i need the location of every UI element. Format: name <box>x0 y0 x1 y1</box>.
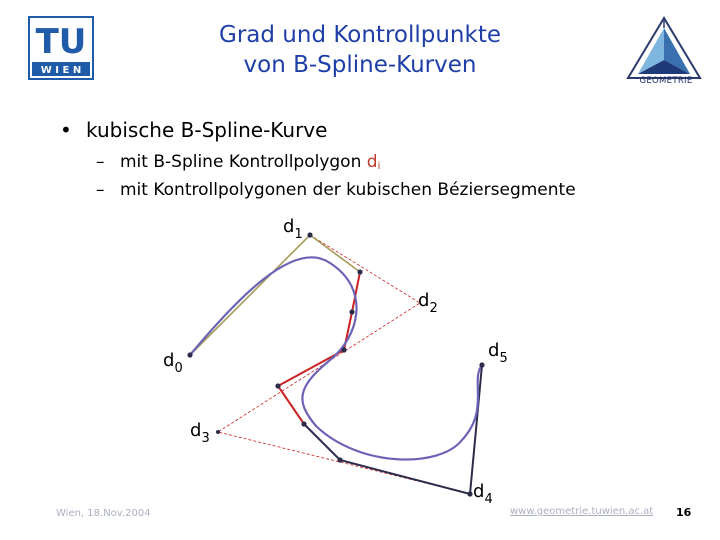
label-d2: $d_2$ <box>418 290 438 316</box>
bezier-point <box>301 421 306 426</box>
sub-item-1-text: mit B-Spline Kontrollpolygon <box>120 152 367 172</box>
control-point-d5 <box>479 362 484 367</box>
bullet-dot-icon: • <box>60 118 72 142</box>
control-point-d4 <box>467 491 472 496</box>
bezier-polygon-dark <box>304 365 482 494</box>
page-number: 16 <box>676 506 692 519</box>
bezier-polygon-red-1 <box>278 272 360 424</box>
bezier-point <box>357 269 362 274</box>
dash-icon: – <box>96 180 105 200</box>
footer-date: Wien, 18.Nov.2004 <box>56 508 151 519</box>
wien-logo-text: W I E N <box>40 65 82 76</box>
label-d4: $d_4$ <box>473 481 493 507</box>
geometrie-logo-text: GEOMETRIE <box>639 76 693 86</box>
control-point-d1 <box>307 232 312 237</box>
bezier-point <box>275 383 280 388</box>
title-line-2: von B-Spline-Kurven <box>243 52 477 78</box>
tu-logo-text: TU <box>35 22 87 62</box>
label-d3: $d_3$ <box>190 420 210 446</box>
title-line-1: Grad und Kontrollpunkte <box>219 22 501 48</box>
bezier-point <box>337 457 342 462</box>
bullet-text: kubische B-Spline-Kurve <box>86 118 328 142</box>
label-d0: $d_0$ <box>163 350 183 376</box>
bezier-point <box>341 347 346 352</box>
label-d1: $d_1$ <box>283 216 303 242</box>
bezier-point <box>349 309 354 314</box>
dash-icon: – <box>96 152 105 172</box>
bezier-polygon-olive <box>190 235 360 355</box>
control-point-d3 <box>216 430 220 434</box>
label-d5: $d_5$ <box>488 340 508 366</box>
sub-item-2-text: mit Kontrollpolygonen der kubischen Béziersegmente <box>120 180 576 200</box>
control-point-d0 <box>187 352 192 357</box>
b-spline-curve <box>190 257 482 459</box>
sub-item-1-symbol: $d_i$ <box>366 152 381 172</box>
footer-url-link[interactable]: www.geometrie.tuwien.ac.at <box>510 506 654 517</box>
